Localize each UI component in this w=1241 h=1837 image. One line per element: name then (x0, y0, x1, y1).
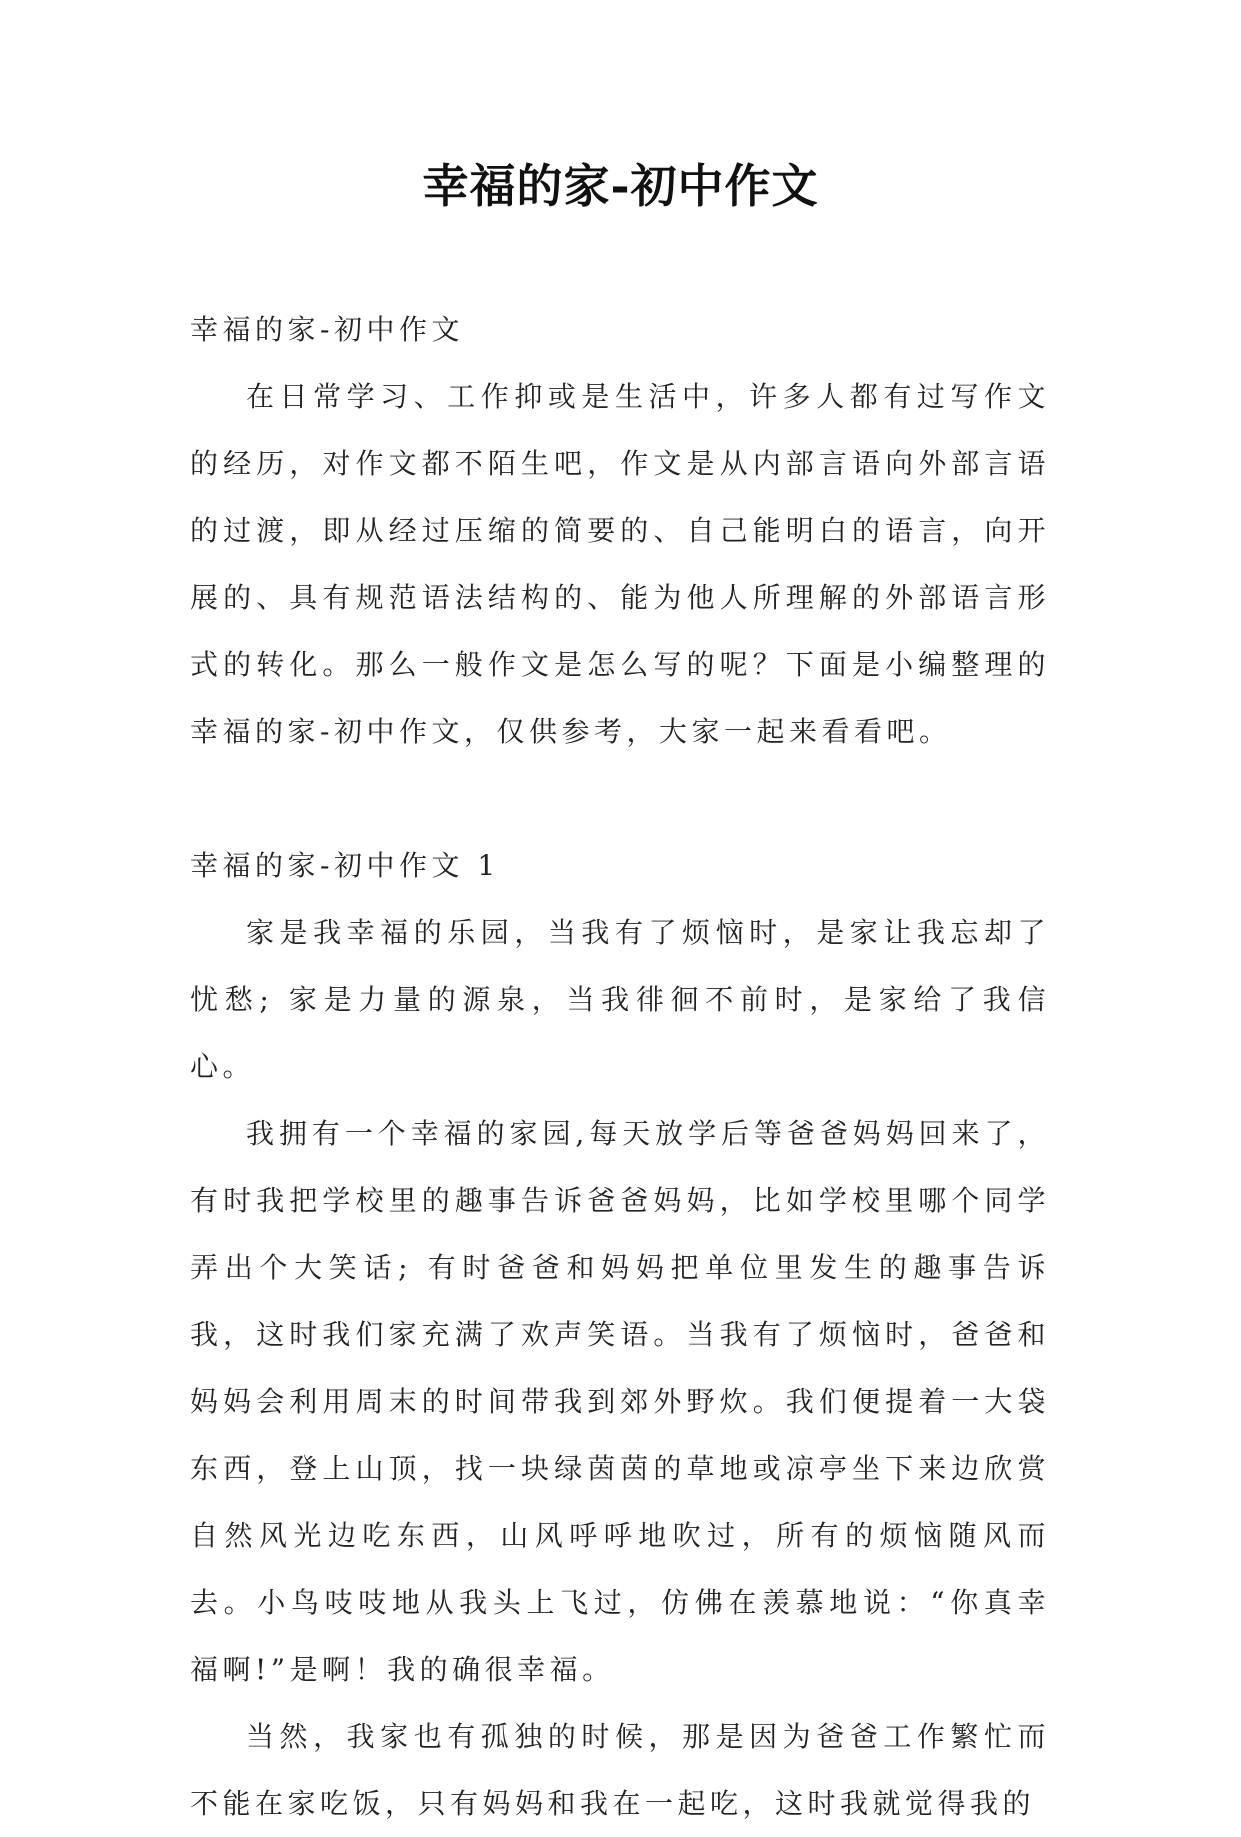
document-body (190, 296, 1050, 1837)
intro-heading: 幸福的家-初中作文 (190, 313, 464, 346)
intro-paragraph: 在日常学习、工作抑或是生活中，许多人都有过写作文的经历，对作文都不陌生吧，作文是从内部言语向外部言语的过渡，即从经过压缩的简要的、自己能明白的语言，向开展的、具有规范语法结构的、能为他人所理解的外部语言形式的转化。那么一般作文是怎么写的呢？下面是小编整理的幸福的家-初中作文，仅供参考，大家一起来看看吧。 (190, 380, 1050, 748)
essay-1-paragraph: 家是我幸福的乐园，当我有了烦恼时，是家让我忘却了忧愁; 家是力量的源泉，当我徘徊不前时，是家给了我信心。 (190, 916, 1050, 1083)
essay-1-paragraph: 我拥有一个幸福的家园,每天放学后等爸爸妈妈回来了，有时我把学校里的趣事告诉爸爸妈妈，比如学校里哪个同学弄出个大笑话; 有时爸爸和妈妈把单位里发生的趣事告诉我，这时我们家充满了欢声笑语。当我有了烦恼时，爸爸和妈妈会利用周末的时间带我到郊外野炊。我们便提着一大袋东西，登上山顶，找一块绿茵茵的草地或凉亭坐下来边欣赏自然风光边吃东西，山风呼呼地吹过，所有的烦恼随风而去。小鸟吱吱地从我头上飞过，仿佛在羡慕地说：“你真幸福啊!”是啊！我的确很幸福。 (190, 1117, 1050, 1686)
essay-1-paragraph: 当然，我家也有孤独的时候，那是因为爸爸工作繁忙而不能在家吃饭，只有妈妈和我在一起吃，这时我就觉得我的 (190, 1720, 1050, 1820)
document-title: 幸福的家-初中作文 (422, 159, 819, 213)
essay-1-heading: 幸福的家-初中作文 1 (190, 849, 500, 882)
